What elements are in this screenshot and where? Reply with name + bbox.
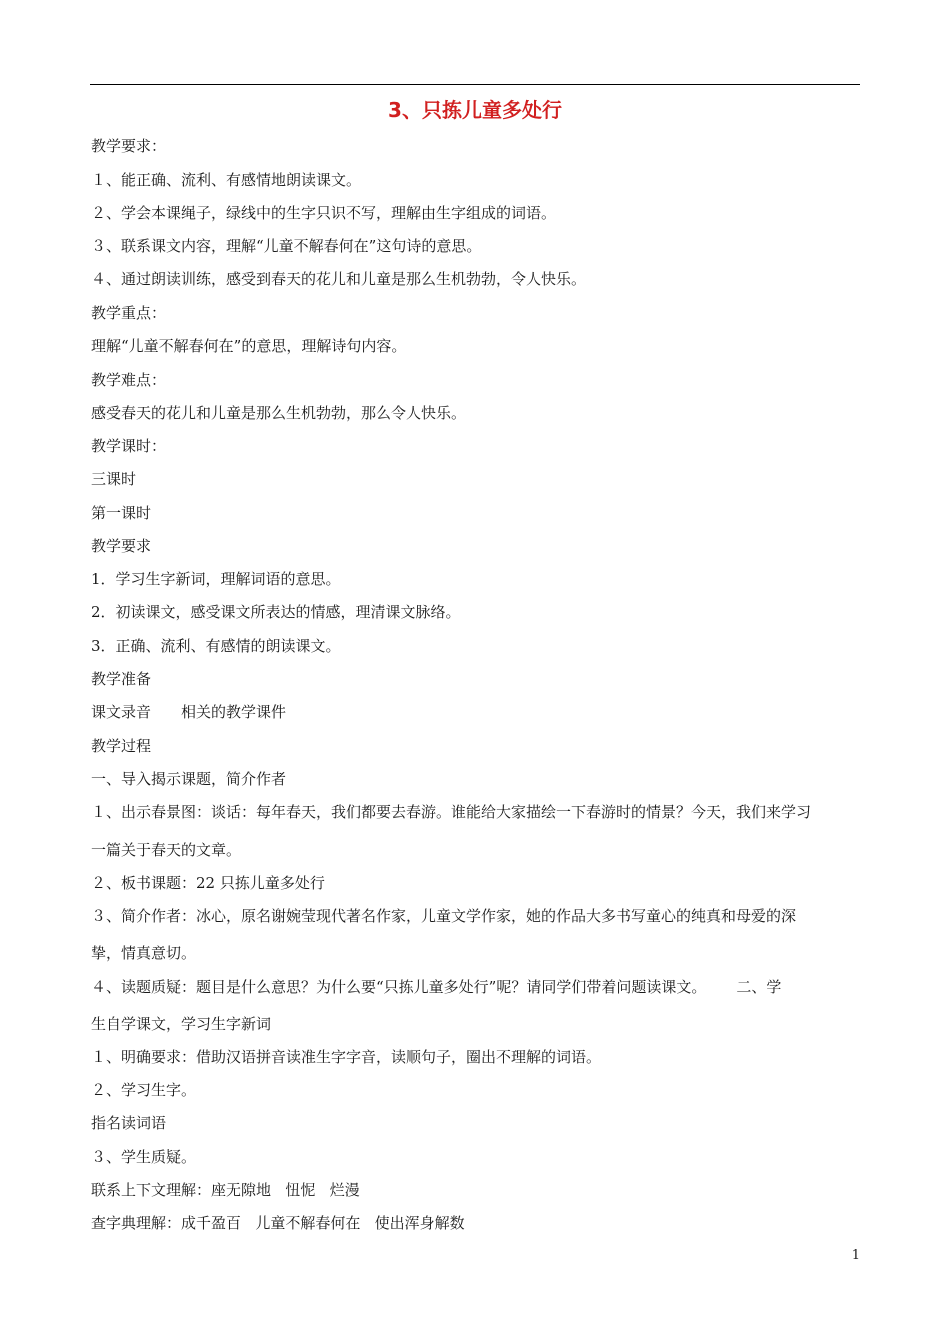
context-word-2: 忸怩 <box>285 1181 316 1199</box>
header-rule <box>90 84 860 85</box>
period-heading-first: 第一课时 <box>91 504 152 522</box>
preparation-items <box>91 702 861 722</box>
process-item-1-3-continued: 挚，情真意切。 <box>91 944 197 962</box>
process-item-1-3: ３、简介作者：冰心，原名谢婉莹现代著名作家，儿童文学作家，她的作品大多书写童心的纯真和母爱的深 <box>91 907 797 925</box>
section-heading-key-points: 教学重点： <box>91 304 167 322</box>
preparation-courseware: 相关的教学课件 <box>181 703 287 721</box>
period-requirement-2: 2．初读课文，感受课文所表达的情感，理清课文脉络。 <box>91 603 461 621</box>
section-heading-preparation: 教学准备 <box>91 670 152 688</box>
process-item-1-1-continued: 一篇关于春天的文章。 <box>91 841 242 859</box>
period-requirement-3: 3．正确、流利、有感情的朗读课文。 <box>91 637 341 655</box>
process-item-1-4-text: ４、读题质疑：题目是什么意思？为什么要“只拣儿童多处行”呢？请同学们带着问题读课文。 <box>91 978 707 996</box>
requirement-item-3: ３、联系课文内容，理解“儿童不解春何在”这句诗的意思。 <box>91 237 482 255</box>
process-item-2-2: ２、学习生字。 <box>91 1081 197 1099</box>
dictionary-words <box>91 1213 861 1233</box>
requirement-item-2: ２、学会本课绳子，绿线中的生字只识不写，理解由生字组成的词语。 <box>91 204 557 222</box>
periods-text: 三课时 <box>91 470 137 488</box>
process-item-1-1: １、出示春景图：谈话：每年春天，我们都要去春游。谁能给大家描绘一下春游时的情景？今天，我们来学习 <box>91 803 812 821</box>
section-heading-period-requirements: 教学要求 <box>91 537 152 555</box>
difficulties-text: 感受春天的花儿和儿童是那么生机勃勃，那么令人快乐。 <box>91 404 467 422</box>
context-words <box>91 1180 861 1200</box>
requirement-item-1: １、能正确、流利、有感情地朗读课文。 <box>91 171 362 189</box>
context-word-3: 烂漫 <box>329 1181 360 1199</box>
process-step-2-heading-continued: 生自学课文，学习生字新词 <box>91 1015 272 1033</box>
section-heading-process: 教学过程 <box>91 737 152 755</box>
key-points-text: 理解“儿童不解春何在”的意思，理解诗句内容。 <box>91 337 407 355</box>
process-item-2-3: ３、学生质疑。 <box>91 1148 197 1166</box>
section-heading-difficulties: 教学难点： <box>91 371 167 389</box>
process-step-1-heading: 一、导入揭示课题，简介作者 <box>91 770 287 788</box>
preparation-audio: 课文录音 <box>91 703 152 721</box>
process-item-1-2: ２、板书课题：22 只拣儿童多处行 <box>91 874 325 892</box>
section-heading-periods: 教学课时： <box>91 437 167 455</box>
requirement-item-4: ４、通过朗读训练，感受到春天的花儿和儿童是那么生机勃勃，令人快乐。 <box>91 270 587 288</box>
period-requirement-1: 1．学习生字新词，理解词语的意思。 <box>91 570 341 588</box>
page-number: 1 <box>851 1248 860 1263</box>
dictionary-word-3: 使出浑身解数 <box>374 1214 465 1232</box>
process-step-2-heading-start: 二、学 <box>736 978 782 996</box>
read-words-text: 指名读词语 <box>91 1114 167 1132</box>
section-heading-requirements: 教学要求： <box>91 137 167 155</box>
process-item-2-1: １、明确要求：借助汉语拼音读准生字字音，读顺句子，圈出不理解的词语。 <box>91 1048 602 1066</box>
context-words-label: 联系上下文理解：座无隙地 <box>91 1181 272 1199</box>
dictionary-words-label: 查字典理解：成千盈百 <box>91 1214 242 1232</box>
process-item-1-4 <box>91 977 861 997</box>
document-title: 3、只拣儿童多处行 <box>388 98 562 122</box>
dictionary-word-2: 儿童不解春何在 <box>255 1214 361 1232</box>
